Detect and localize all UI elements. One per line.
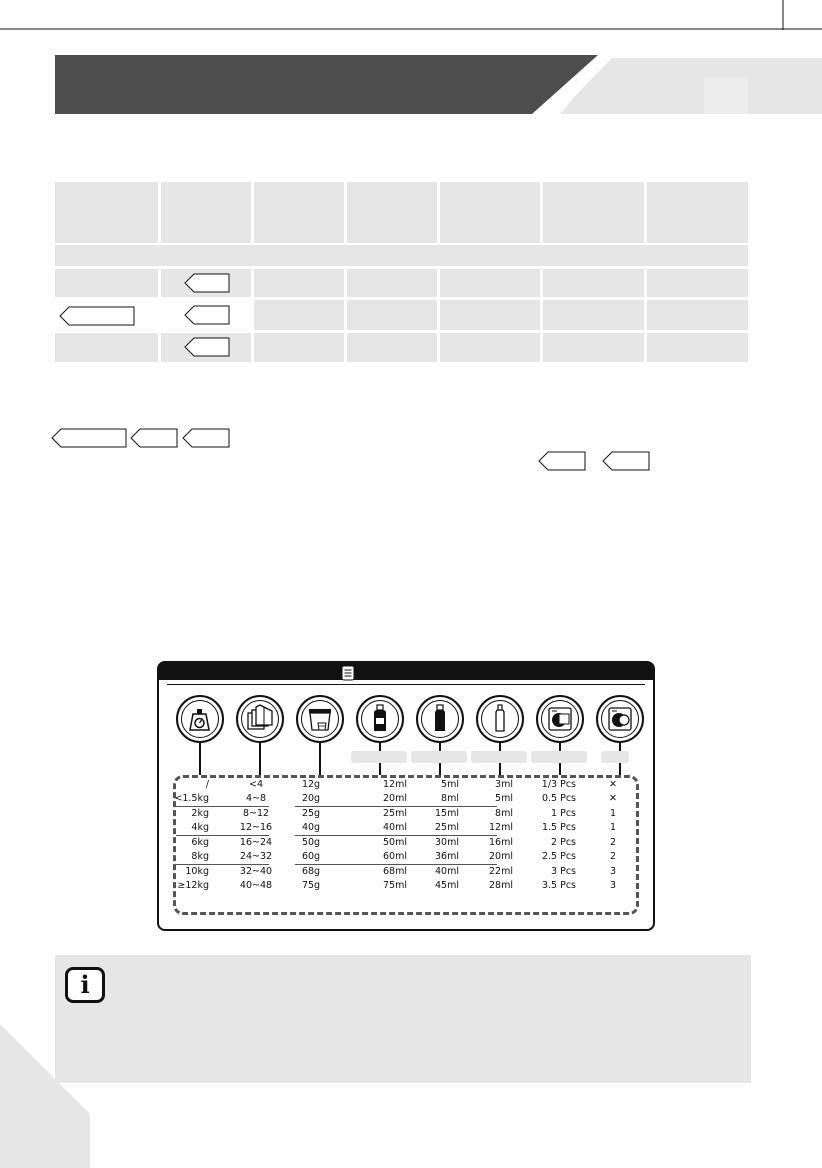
table-cell: 0.5 Pcs <box>541 793 576 804</box>
table-cell: 12g <box>301 779 321 790</box>
table-cell <box>254 333 344 362</box>
table-header-cell <box>440 182 540 243</box>
table-cell: 1 Pcs <box>551 808 576 819</box>
table-cell <box>543 333 644 362</box>
folded-clothes-icon <box>236 695 284 743</box>
table-cell: 5ml <box>495 793 513 804</box>
table-cell: 40ml <box>435 866 459 877</box>
tablet-in-drum-icon <box>536 695 584 743</box>
button-tag <box>184 337 230 357</box>
table-cell: 40~48 <box>239 880 273 891</box>
powder-detergent-icon <box>296 695 344 743</box>
table-cell: 30ml <box>435 837 459 848</box>
page-corner-decoration <box>0 1010 100 1168</box>
table-cell <box>254 300 344 330</box>
button-tag <box>602 451 650 471</box>
table-cell <box>254 269 344 297</box>
table-section-row <box>55 245 748 266</box>
table-cell: 50ml <box>383 837 407 848</box>
table-row-separator <box>176 864 269 865</box>
table-cell: 3 <box>609 866 617 877</box>
table-cell: 1/3 Pcs <box>541 779 576 790</box>
table-header-cell <box>55 182 158 243</box>
table-cell: 4kg <box>191 822 209 833</box>
table-cell <box>347 300 437 330</box>
table-cell: 75ml <box>383 880 407 891</box>
table-row-separator <box>176 806 269 807</box>
table-cell: 2kg <box>191 808 209 819</box>
spray-bottle-icon <box>476 695 524 743</box>
table-cell: 24~32 <box>239 851 273 862</box>
button-tag <box>130 428 178 448</box>
table-cell: 16ml <box>489 837 513 848</box>
button-tag <box>51 428 127 448</box>
table-cell: 16~24 <box>239 837 273 848</box>
table-cell: 2 <box>609 851 617 862</box>
concentrated-detergent-bottle-icon <box>416 695 464 743</box>
table-cell: 5ml <box>441 779 459 790</box>
column-label-box <box>531 751 587 763</box>
table-cell <box>543 269 644 297</box>
table-cell: 25ml <box>435 822 459 833</box>
table-cell <box>647 269 748 297</box>
table-cell: 15ml <box>435 808 459 819</box>
table-row-separator <box>295 835 497 836</box>
column-label-box <box>351 751 407 763</box>
table-cell <box>347 333 437 362</box>
table-cell: ✕ <box>609 779 617 790</box>
table-header-cell <box>647 182 748 243</box>
table-cell <box>543 300 644 330</box>
table-cell: 68g <box>301 866 321 877</box>
table-cell: 3ml <box>495 779 513 790</box>
table-cell <box>440 333 540 362</box>
table-cell: 40g <box>301 822 321 833</box>
table-cell: ≥12kg <box>177 880 209 891</box>
table-cell: 1 <box>609 808 617 819</box>
table-cell <box>647 300 748 330</box>
table-cell: 36ml <box>435 851 459 862</box>
icon-stem <box>319 743 321 775</box>
table-cell: 20ml <box>383 793 407 804</box>
table-cell: 8~12 <box>242 808 270 819</box>
table-cell <box>647 333 748 362</box>
table-cell: ✕ <box>609 793 617 804</box>
button-tag <box>182 428 230 448</box>
table-header-cell <box>347 182 437 243</box>
table-cell: 25ml <box>383 808 407 819</box>
table-cell: 2.5 Pcs <box>541 851 576 862</box>
button-tag <box>184 305 230 325</box>
table-cell: 3 Pcs <box>551 866 576 877</box>
weighing-scale-icon <box>176 695 224 743</box>
table-cell: 1.5 Pcs <box>541 822 576 833</box>
table-cell: <4 <box>248 779 263 790</box>
table-row-separator <box>295 806 497 807</box>
table-cell: 3 <box>609 880 617 891</box>
info-icon: i <box>65 967 105 1003</box>
liquid-detergent-bottle-icon <box>356 695 404 743</box>
icon-stem <box>199 743 201 775</box>
column-label-box <box>411 751 467 763</box>
table-cell: 12~16 <box>239 822 273 833</box>
table-cell: <1.5kg <box>174 793 209 804</box>
column-label-box <box>601 751 629 763</box>
table-cell: 6kg <box>191 837 209 848</box>
table-cell: 4~8 <box>245 793 267 804</box>
table-cell: 12ml <box>383 779 407 790</box>
table-cell: 10kg <box>185 866 209 877</box>
table-cell: 28ml <box>489 880 513 891</box>
table-cell: 60g <box>301 851 321 862</box>
table-cell: 20g <box>301 793 321 804</box>
table-cell: 68ml <box>383 866 407 877</box>
table-cell: 2 <box>609 837 617 848</box>
table-cell: / <box>205 779 209 790</box>
panel-title-bar <box>159 663 653 680</box>
table-cell: 3.5 Pcs <box>541 880 576 891</box>
button-tag <box>184 273 230 293</box>
table-cell: 1 <box>609 822 617 833</box>
button-tag <box>538 451 586 471</box>
table-cell: 40ml <box>383 822 407 833</box>
table-cell: 50g <box>301 837 321 848</box>
header-banner <box>0 0 822 130</box>
table-cell: 8ml <box>495 808 513 819</box>
table-header-cell <box>254 182 344 243</box>
table-cell: 22ml <box>489 866 513 877</box>
table-cell <box>440 269 540 297</box>
table-cell: 2 Pcs <box>551 837 576 848</box>
table-cell: 12ml <box>489 822 513 833</box>
panel-top-rule <box>167 684 645 685</box>
table-cell: 32~40 <box>239 866 273 877</box>
info-note-box <box>55 955 751 1083</box>
table-row-separator <box>176 835 269 836</box>
table-cell <box>55 333 158 362</box>
column-label-box <box>471 751 527 763</box>
table-cell <box>440 300 540 330</box>
detergent-dosage-panel <box>157 661 655 931</box>
table-cell: 20ml <box>489 851 513 862</box>
table-cell: 8kg <box>191 851 209 862</box>
table-cell: 25g <box>301 808 321 819</box>
table-header-cell <box>161 182 251 243</box>
table-cell: 45ml <box>435 880 459 891</box>
table-cell: 8ml <box>441 793 459 804</box>
button-tag <box>59 306 135 326</box>
table-row-separator <box>295 864 497 865</box>
pod-in-drum-icon <box>596 695 644 743</box>
icon-stem <box>259 743 261 775</box>
table-header-cell <box>543 182 644 243</box>
document-icon <box>341 665 355 681</box>
table-cell <box>347 269 437 297</box>
table-cell <box>55 269 158 297</box>
table-cell: 60ml <box>383 851 407 862</box>
table-cell: 75g <box>301 880 321 891</box>
